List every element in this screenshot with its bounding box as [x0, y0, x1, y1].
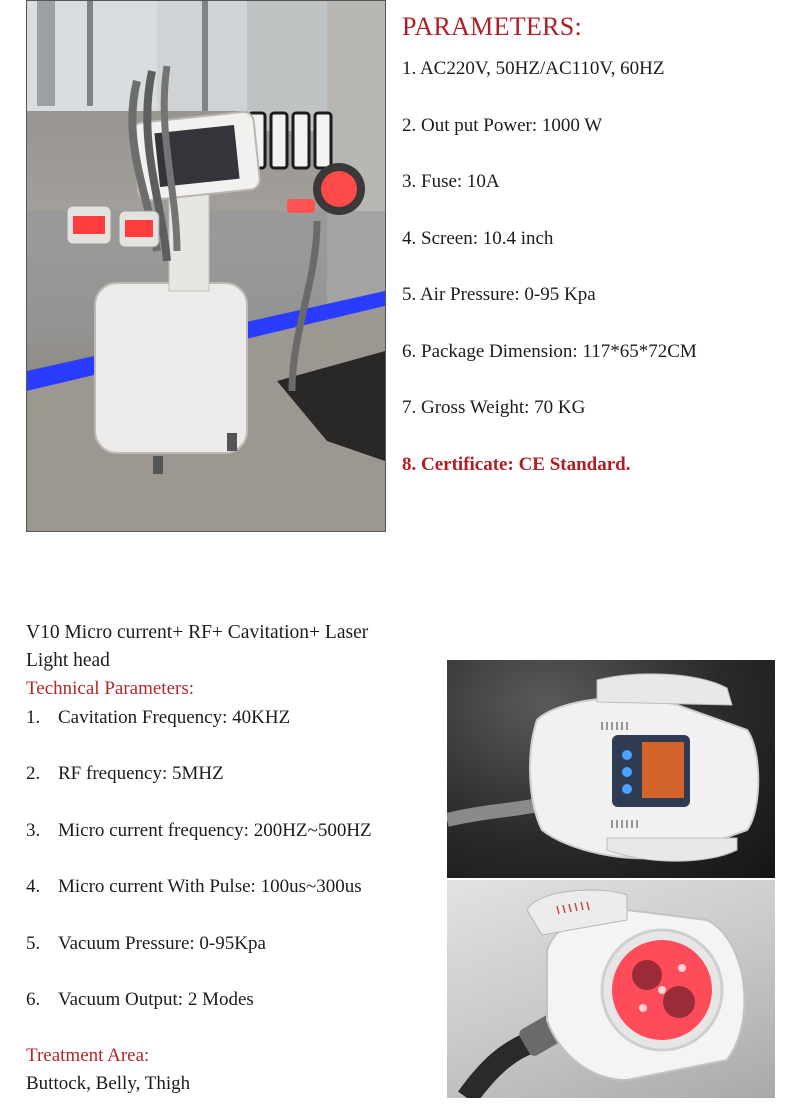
tech-item-text: Vacuum Output: 2 Modes [58, 989, 254, 1010]
param-fuse: 3. Fuse: 10A [402, 171, 500, 192]
technical-heading: Technical Parameters: [26, 678, 195, 699]
tech-item [26, 763, 224, 785]
param-voltage: 1. AC220V, 50HZ/AC110V, 60HZ [402, 58, 665, 79]
machine-base [95, 283, 247, 453]
tech-item-number: 4. [26, 876, 41, 897]
tech-item-number: 1. [26, 707, 41, 728]
tech-item [26, 876, 362, 898]
param-package: 6. Package Dimension: 117*65*72CM [402, 341, 697, 362]
tech-item [26, 820, 372, 842]
tech-item-number: 3. [26, 820, 41, 841]
handpiece-laser-illustration [447, 880, 775, 1098]
tech-item [26, 707, 290, 729]
param-certificate: 8. Certificate: CE Standard. [402, 454, 631, 475]
tech-item-text: Vacuum Pressure: 0-95Kpa [58, 933, 266, 954]
model-title-line2: Light head [26, 650, 110, 671]
machine-illustration [27, 1, 385, 531]
handpiece-laser-photo [447, 880, 775, 1098]
param-gross-weight: 7. Gross Weight: 70 KG [402, 397, 586, 418]
handpiece-screen-photo [447, 660, 775, 878]
param-output-power: 2. Out put Power: 1000 W [402, 115, 603, 136]
tech-item-number: 5. [26, 933, 41, 954]
param-air-pressure: 5. Air Pressure: 0-95 Kpa [402, 284, 596, 305]
tech-item-number: 6. [26, 989, 41, 1010]
model-title-line1: V10 Micro current+ RF+ Cavitation+ Laser [26, 622, 369, 643]
treatment-heading: Treatment Area: [26, 1045, 150, 1066]
handpiece-screen-illustration [447, 660, 775, 878]
param-screen: 4. Screen: 10.4 inch [402, 228, 554, 249]
tech-item-text: RF frequency: 5MHZ [58, 763, 224, 784]
tech-item-number: 2. [26, 763, 41, 784]
tech-item-text: Micro current With Pulse: 100us~300us [58, 876, 362, 897]
tech-item-text: Micro current frequency: 200HZ~500HZ [58, 820, 372, 841]
tech-item [26, 989, 254, 1011]
tech-item [26, 933, 266, 955]
tech-item-text: Cavitation Frequency: 40KHZ [58, 707, 291, 728]
machine-photo [26, 0, 386, 532]
parameters-title: PARAMETERS: [402, 12, 583, 41]
treatment-area-text: Buttock, Belly, Thigh [26, 1073, 191, 1094]
laser-light [321, 171, 357, 207]
